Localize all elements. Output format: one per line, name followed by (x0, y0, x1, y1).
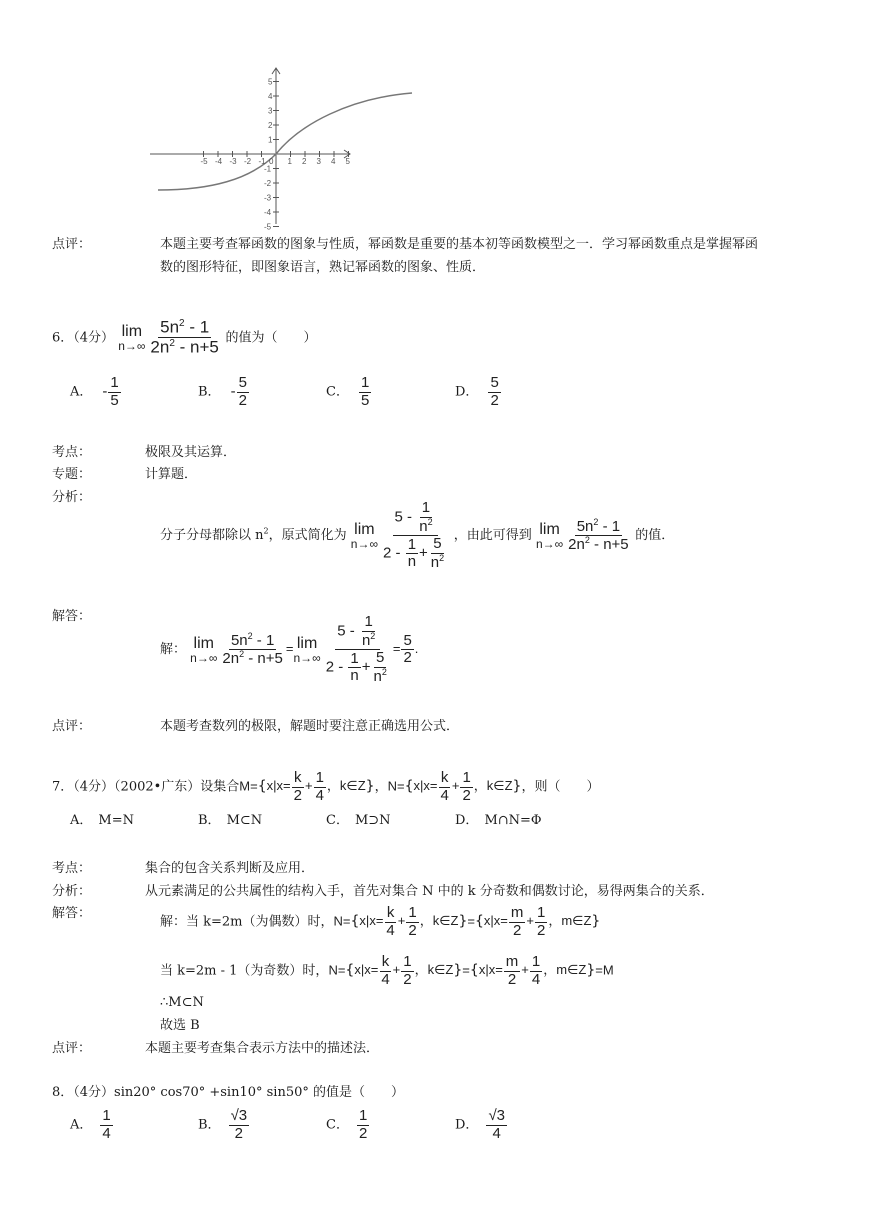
q6-fraction: $\frac{5n^2 - 1}{2n^2 - n+5}$ (150, 317, 219, 357)
q8-stem: 8．（4分）sin20° cos70° +sin10° sin50° 的值是（ ） (52, 1085, 405, 1100)
q7-option-c[interactable]: C． M⊃N (326, 813, 391, 828)
x-tick-label: -3 (229, 157, 237, 166)
y-tick-label: -4 (264, 208, 272, 217)
q6-kaodian: 极限及其运算． (145, 445, 237, 460)
y-tick-label: 1 (268, 135, 273, 145)
q6-lim: lim n→∞ (118, 322, 146, 353)
q8-option-b[interactable]: B． $\frac{√3}{2}$ (198, 1107, 248, 1142)
q7-solution-line4: 故选 B (160, 1018, 200, 1033)
q6-option-b[interactable]: B． - $\frac{5}{2}$ (198, 374, 247, 409)
y-tick-label: 4 (268, 92, 273, 101)
q7-fenxi-label: 分析： (52, 884, 92, 899)
q7-fenxi: 从元素满足的公共属性的结构入手，首先对集合 N 中的 k 分奇数和偶数讨论，易得两集合的关系． (145, 884, 714, 899)
prev-comment-label: 点评： (52, 237, 92, 252)
q7-kaodian-label: 考点： (52, 861, 92, 876)
q6-zhuanti-label: 专题： (52, 467, 92, 482)
q6-stem-tail: 的值为（ ） (225, 330, 317, 346)
x-tick-label: -1 (258, 157, 266, 166)
y-tick-label: 2 (268, 121, 273, 130)
q6-solution: 解： lim n→∞ $\frac{5n^2 - 1}{2n^2 - n+5}$ = lim n→∞ 5 - $\frac{1}{n^2}$ 2 - $\frac{1}{n}$ + $\frac{5}{n^2}$ = $\frac{5}{2}$ . (160, 613, 419, 685)
x-tick-label: 1 (287, 157, 292, 166)
q8-option-d[interactable]: D． $\frac{√3}{4}$ (455, 1107, 506, 1142)
q6-option-d[interactable]: D． $\frac{5}{2}$ (455, 374, 499, 409)
y-tick-label: 3 (268, 106, 273, 116)
q8-option-c[interactable]: C． $\frac{1}{2}$ (326, 1107, 368, 1142)
prev-comment-line1: 本题主要考查幂函数的图象与性质，幂函数是重要的基本初等函数模型之一．学习幂函数重点是掌握幂函 (160, 237, 759, 252)
q7-solution-line3: ∴M⊂N (160, 995, 204, 1010)
q6-fenxi: 分子分母都除以 $n^2$，原式简化为 lim n→∞ 5 - $\frac{1}{n^2}$ 2 - $\frac{1}{n}$ + $\frac{5}{n^2}$ ，由此可得到 lim n→∞ $\frac{5n^2 - 1}{2n^2 - n+5}$ 的值． (160, 499, 675, 571)
q6-kaodian-label: 考点： (52, 445, 92, 460)
q8-option-a[interactable]: A． $\frac{1}{4}$ (70, 1107, 111, 1142)
q6-limit-expression (118, 317, 225, 357)
y-tick-label: -5 (264, 222, 272, 232)
y-tick-label: -3 (264, 193, 272, 203)
x-tick-label: 3 (316, 157, 321, 166)
q6-stem (52, 318, 317, 358)
q6-fenxi-label: 分析： (52, 490, 92, 505)
q7-kaodian: 集合的包含关系判断及应用． (145, 861, 315, 876)
x-tick-label: -5 (200, 157, 208, 166)
q6-number: 6．（4分） (52, 330, 115, 346)
x-tick-label: 4 (331, 157, 336, 166)
q7-option-b[interactable]: B． M⊂N (198, 813, 263, 828)
x-tick-label: -4 (215, 157, 223, 166)
q7-option-a[interactable]: A． M=N (70, 813, 134, 828)
q7-option-d[interactable]: D． M∩N=Φ (455, 813, 542, 828)
y-tick-label: -2 (264, 179, 272, 188)
q7-stem: 7．（4分）（2002•广东）设集合M={x|x= $\frac{k}{2}$ + $\frac{1}{4}$ ，k∈Z}，N={x|x= $\frac{k}{4}$ + $\frac{1}{2}$ ，k∈Z}，则（ ） (52, 769, 600, 804)
q6-dianping-label: 点评： (52, 719, 92, 734)
y-tick-label: -1 (264, 164, 272, 174)
x-tick-label: -2 (244, 157, 252, 166)
q6-option-c[interactable]: C． $\frac{1}{5}$ (326, 374, 370, 409)
q7-dianping-label: 点评： (52, 1041, 92, 1056)
q7-jieda-label: 解答： (52, 906, 92, 921)
y-tick-label: 5 (268, 77, 273, 87)
power-function-graph (150, 62, 420, 232)
x-tick-label: 5 (345, 157, 350, 166)
function-curve (158, 93, 412, 190)
q6-simplified-fraction: 5 - $\frac{1}{n^2}$ 2 - $\frac{1}{n}$ + $\frac{5}{n^2}$ (383, 499, 445, 571)
x-tick-label: 0 (269, 157, 274, 166)
q6-dianping: 本题考查数列的极限，解题时要注意正确选用公式． (160, 719, 460, 734)
q7-solution-line1: 解：当 k=2m（为偶数）时，N={x|x= $\frac{k}{4}$ + $\frac{1}{2}$ ，k∈Z}={x|x= $\frac{m}{2}$ + $\frac{1}{2}$ ，m∈Z} (160, 904, 601, 939)
prev-comment-line2: 数的图形特征，即图象语言，熟记幂函数的图象、性质． (160, 260, 486, 275)
q6-zhuanti: 计算题． (145, 467, 198, 482)
q7-solution-line2: 当 k=2m - 1（为奇数）时，N={x|x= $\frac{k}{4}$ + $\frac{1}{2}$ ，k∈Z}={x|x= $\frac{m}{2}$ + $\frac{1}{4}$ ，m∈Z}=M (160, 953, 614, 988)
q6-jieda-label: 解答： (52, 609, 92, 624)
q7-dianping: 本题主要考查集合表示方法中的描述法． (145, 1041, 380, 1056)
x-tick-label: 2 (302, 157, 307, 166)
q6-option-a[interactable]: A． - $\frac{1}{5}$ (70, 374, 119, 409)
